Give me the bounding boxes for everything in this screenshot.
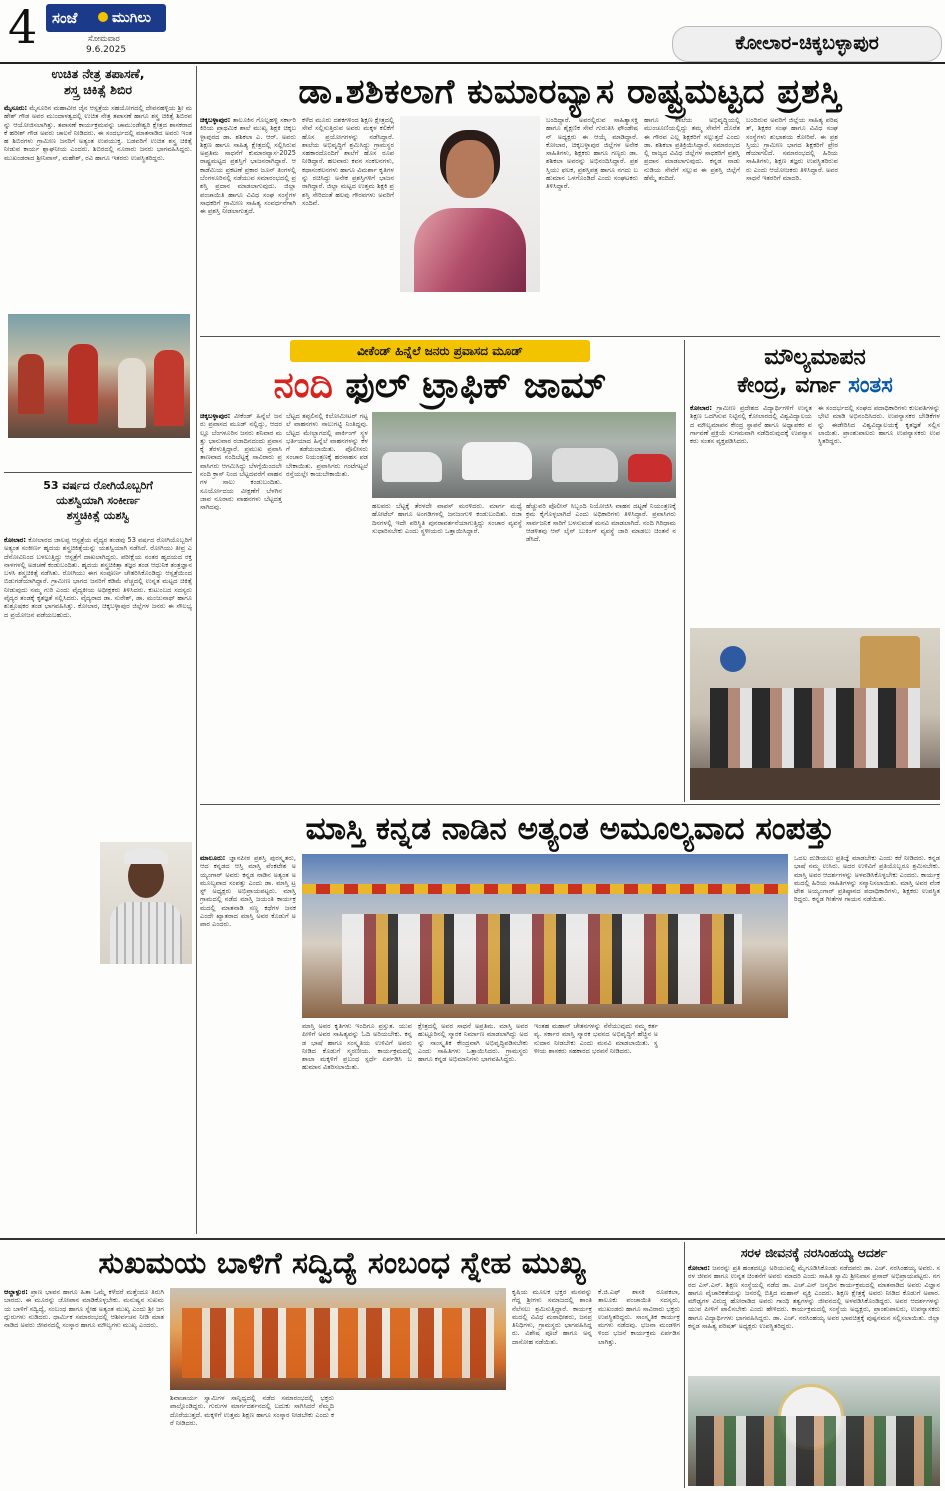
mouly-body: [690, 404, 940, 626]
bottom-col-3: [342, 1394, 506, 1486]
masti-col-1: ಮಾಲೂರು: ಜ್ಞಾನಪೀಠ ಪ್ರಶಸ್ತಿ ಪುರಸ್ಕೃತರು, ಆದ ಕನ್ನಡದ ಆಸ್ತಿ ಮಾಸ್ತಿ ವೆಂಕಟೇಶ ಅಯ್ಯಂಗಾರ್ ಅವರು ಕನ್ನಡ ನಾಡಿನ ಅತ್ಯಂತ ಅಮೂಲ್ಯವಾದ ಸಂಪತ್ತು ಎಂದು ಡಾ. ಮಾಸ್ತಿ ಟ್ರಸ್ಟ್ ಅಧ್ಯಕ್ಷರು ಅಭಿಪ್ರಾಯಪಟ್ಟರು. ಮಾಸ್ತಿ ಗ್ರಾಮದಲ್ಲಿ ನಡೆದ ಮಾಸ್ತಿ ಜಯಂತಿ ಕಾರ್ಯಕ್ರಮದಲ್ಲಿ ಮಾತನಾಡಿ ಸಣ್ಣ ಕಥೆಗಳ ಜನಕ ಎಂದೇ ಖ್ಯಾತರಾದ ಮಾಸ್ತಿ ಅವರ ಕೊಡುಗೆ ಅಪಾರ ಎಂದರು.: [200, 854, 296, 929]
top-story-headline: ಡಾ.ಶಶಿಕಲಾಗೆ ಕುಮಾರವ್ಯಾಸ ರಾಷ್ಟ್ರಮಟ್ಟದ ಪ್ರಶಸ್ತಿ: [298, 72, 842, 112]
mouly-title-line2: ಕೇಂದ್ರ, ವರ್ಗಾ: [737, 373, 841, 398]
masti-col-6: ಒದಲ ದುಡಿಯಲು ಪ್ರತಿಜ್ಞೆ ಮಾಡಬೇಕು ಎಂದು ಕರೆ ನೀಡಿದರು. ಕನ್ನಡ ಭಾಷೆ ನಮ್ಮ ಉಸಿರು. ಅದರ ಉಳಿವಿಗೆ ಪ್ರತಿಯೊಬ್ಬರೂ ಶ್ರಮಿಸಬೇಕು. ಮಾಸ್ತಿ ಅವರ ಆದರ್ಶಗಳನ್ನು ಅಳವಡಿಸಿಕೊಳ್ಳಬೇಕು ಎಂದರು. ಕಾರ್ಯಕ್ರಮದಲ್ಲಿ ಹಿರಿಯ ಸಾಹಿತಿಗಳನ್ನು ಸನ್ಮಾನಿಸಲಾಯಿತು. ಮಾಸ್ತಿ ಅವರ ವೆಂಕಟೇಶ ಅಯ್ಯಂಗಾರ್ ಪ್ರತಿಷ್ಠಾನದ ಪದಾಧಿಕಾರಿಗಳು, ಶಿಕ್ಷಕರು ಉಪಸ್ಥಿತರಿದ್ದರು. ಕನ್ನಡ ಗೀತೆಗಳ ಗಾಯನ ನಡೆಯಿತು.: [794, 854, 940, 904]
story2-title-line3: ಶಸ್ತ್ರಚಿಕಿತ್ಸೆ ಯಶಸ್ವಿ: [66, 509, 130, 522]
bottom-col-2: ಶಿವಾಚಾರ್ಯ ಸ್ವಾಮಿಗಳ ಸಾನ್ನಿಧ್ಯದಲ್ಲಿ ನಡೆದ ಸಮಾರಂಭದಲ್ಲಿ ಭಕ್ತರು ಪಾಲ್ಗೊಂಡಿದ್ದರು. ಗುರುಗಳ ಮಾರ್ಗದರ್ಶನದಲ್ಲಿ ಬದುಕು ಸಾಗಿಸಿದರೆ ನೆಮ್ಮದಿ ದೊರೆಯುತ್ತದೆ. ಮಕ್ಕಳಿಗೆ ಉತ್ತಮ ಶಿಕ್ಷಣ ಹಾಗೂ ಸಂಸ್ಕಾರ ನೀಡಬೇಕು ಎಂದು ಕರೆ ನೀಡಿದರು.: [170, 1394, 334, 1427]
left-divider-1: [4, 472, 192, 473]
masti-dateline: ಮಾಲೂರು:: [200, 854, 226, 862]
top-story-col-1: ಚಿಕ್ಕಬಳ್ಳಾಪುರ: ತಾಲೂಕಿನ ಗೊಲ್ಲಹಳ್ಳಿ ಸರ್ಕಾರಿ ಕಿರಿಯ ಪ್ರಾಥಮಿಕ ಶಾಲೆ ಮುಖ್ಯ ಶಿಕ್ಷಕಿ ಚಿಕ್ಕಬಳ್ಳಾಪುರದ ಡಾ. ಶಶಿಕಲಾ ಎ. ಆರ್. ಅವರು ಶಿಕ್ಷಣ ಹಾಗೂ ಸಾಹಿತ್ಯ ಕ್ಷೇತ್ರದಲ್ಲಿ ಸಲ್ಲಿಸಿರುವ ಅಪ್ರತಿಮ ಸಾಧನೆಗೆ ಕುಮಾರವ್ಯಾಸ-2025 ರಾಷ್ಟ್ರಮಟ್ಟದ ಪ್ರಶಸ್ತಿಗೆ ಭಾಜನರಾಗಿದ್ದಾರೆ. ಆಕಾಡೆಮಿಯ ಪ್ರಕಟಣೆ ಪ್ರಕಾರ ಜೂನ್ ತಿಂಗಳಲ್ಲಿ ಬೆಂಗಳೂರಿನಲ್ಲಿ ನಡೆಯುವ ಸಮಾರಂಭದಲ್ಲಿ ಪ್ರಶಸ್ತಿ ಪ್ರದಾನ ಮಾಡಲಾಗುವುದು. ಜಿಲ್ಲಾ ಪಂಚಾಯಿತಿ ಹಾಗೂ ವಿವಿಧ ಸಂಘ ಸಂಸ್ಥೆಗಳ ಸಾಧಕರಿಗೆ ಗ್ರಾಮೀಣ ಸಾಹಿತ್ಯ ಸಂವರ್ಧನೆಗಾಗಿ ಈ ಪ್ರಶಸ್ತಿ ನೀಡಲಾಗುತ್ತದೆ.: [200, 116, 296, 216]
nandi-headline-black: ಫುಲ್ ಟ್ರಾಫಿಕ್ ಜಾಮ್: [345, 365, 607, 406]
seer-group-photo: [170, 1288, 506, 1390]
nandi-col-2: ಬೆಟ್ಟದ ತಪ್ಪಲಿನಲ್ಲಿ ಕಿಲೋಮೀಟರ್ ಗಟ್ಟಲೆ ವಾಹನಗಳು ಸಾಲುಗಟ್ಟಿ ನಿಂತಿದ್ದವು. ಬೆಟ್ಟದ ಮೇಲ್ಭಾಗದಲ್ಲಿ ಪಾರ್ಕಿಂಗ್ ಸ್ಥಳ ಭರ್ತಿಯಾದ ಹಿನ್ನೆಲೆ ವಾಹನಗಳನ್ನು ಕೆಳಗೆ ತಡೆಯಲಾಯಿತು. ಪೊಲೀಸರು ಸಂಚಾರ ನಿಯಂತ್ರಣಕ್ಕೆ ಹರಸಾಹಸ ಪಡಬೇಕಾಯಿತು. ಪ್ರವಾಸಿಗರು ಗಂಟೆಗಟ್ಟಲೆ ರಸ್ತೆಯಲ್ಲೇ ಕಾಯಬೇಕಾಯಿತು.: [286, 412, 368, 479]
nandi-right-rule: [684, 340, 685, 802]
sarala-group-photo: [688, 1376, 940, 1486]
sarala-title: ಸರಳ ಜೀವನಕ್ಕೆ ನರಸಿಂಹಯ್ಯ ಆದರ್ಶ: [740, 1245, 888, 1260]
masthead-rule: [0, 62, 945, 64]
paper-name-left: ಸಂಜೆ: [52, 9, 78, 27]
nandi-col-3: ಹಲವರು ಬೆಟ್ಟಕ್ಕೆ ತೆರಳದೇ ವಾಪಸ್ ಮರಳಿದರು. ಮಾರ್ಗ ಮಧ್ಯೆ ಹೋಟೆಲ್ ಹಾಗೂ ಅಂಗಡಿಗಳಲ್ಲಿ ಜನಜಂಗುಳಿ ಕಂಡುಬಂದಿತು. ರಜಾ ದಿನಗಳಲ್ಲಿ ಇದೇ ಪರಿಸ್ಥಿತಿ ಪುನರಾವರ್ತನೆಯಾಗುತ್ತಿದ್ದು ಸಂಚಾರ ವ್ಯವಸ್ಥೆ ಸುಧಾರಿಸಬೇಕು ಎಂದು ಸ್ಥಳೀಯರು ಒತ್ತಾಯಿಸಿದ್ದಾರೆ.: [372, 502, 522, 535]
nandi-headline: [200, 364, 680, 408]
story1-dateline: ಮೈಸೂರು:: [4, 104, 28, 112]
masti-body: [200, 854, 940, 1236]
story2-title-line1: 53 ವರ್ಷದ ರೋಗಿಯೊಬ್ಬರಿಗೆ: [43, 479, 153, 492]
paper-logo: [46, 4, 166, 32]
mouly-group-photo: [690, 628, 940, 800]
top-story-col-6: [844, 116, 940, 332]
region-banner: [672, 26, 942, 62]
bottom-col-4: ಕೃಷಿಯ ಮೂಲಕ ಭಕ್ತರ ಮನವನ್ನು ಗೆದ್ದ ಶ್ರೀಗಳು ಸಮಾಜದಲ್ಲಿ ಶಾಂತಿ ನೆಲೆಸಲು ಶ್ರಮಿಸುತ್ತಿದ್ದಾರೆ. ಕಾರ್ಯಕ್ರಮದಲ್ಲಿ ವಿವಿಧ ಮಠಾಧೀಶರು, ಜನಪ್ರತಿನಿಧಿಗಳು, ಗ್ರಾಮಸ್ಥರು ಭಾಗವಹಿಸಿದ್ದರು. ವಿಶೇಷ ಪೂಜೆ ಹಾಗೂ ಅನ್ನದಾಸೋಹ ನಡೆಯಿತು.: [512, 1288, 592, 1346]
paper-name-right: ಮುಗಿಲು: [112, 10, 151, 26]
story2-text: ಕೋಲಾರದ ಜಾಲಪ್ಪ ಆಸ್ಪತ್ರೆಯ ವೈದ್ಯರ ತಂಡವು 53 ವರ್ಷದ ರೋಗಿಯೊಬ್ಬರಿಗೆ ಅತ್ಯಂತ ಸಂಕೀರ್ಣ ಹೃದಯ ಶಸ್ತ್ರಚಿಕಿತ್ಸೆಯನ್ನು ಯಶಸ್ವಿಯಾಗಿ ನಡೆಸಿದೆ. ರೋಗಿಯು ತೀವ್ರ ಎದೆನೋವಿನಿಂದ ಬಳಲುತ್ತಿದ್ದು ಆಸ್ಪತ್ರೆಗೆ ದಾಖಲಾಗಿದ್ದರು. ಪರೀಕ್ಷೆಯ ನಂತರ ಹೃದಯದ ರಕ್ತನಾಳಗಳಲ್ಲಿ ಅಡಚಣೆ ಕಂಡುಬಂದಿತು. ಹೃದಯ ಶಸ್ತ್ರಚಿಕಿತ್ಸಾ ತಜ್ಞರ ತಂಡ ಆಧುನಿಕ ತಂತ್ರಜ್ಞಾನ ಬಳಸಿ ಶಸ್ತ್ರಚಿಕಿತ್ಸೆ ನಡೆಸಿತು. ರೋಗಿಯು ಈಗ ಸಂಪೂರ್ಣ ಚೇತರಿಸಿಕೊಂಡಿದ್ದು ಆಸ್ಪತ್ರೆಯಿಂದ ಬಿಡುಗಡೆಯಾಗಿದ್ದಾರೆ. ಗ್ರಾಮೀಣ ಭಾಗದ ಜನರಿಗೆ ಕಡಿಮೆ ವೆಚ್ಚದಲ್ಲಿ ಉನ್ನತ ಮಟ್ಟದ ಚಿಕಿತ್ಸೆ ನೀಡುವುದು ನಮ್ಮ ಗುರಿ ಎಂದು ವೈದ್ಯಕೀಯ ಅಧೀಕ್ಷಕರು ತಿಳಿಸಿದರು. ಕುಟುಂಬದ ಸದಸ್ಯರು ವೈದ್ಯರ ತಂಡಕ್ಕೆ ಕೃತಜ್ಞತೆ ಸಲ್ಲಿಸಿದರು. ವೈದ್ಯರಾದ ಡಾ. ಸುರೇಶ್, ಡಾ. ಮಂಜುನಾಥ್ ಹಾಗೂ ಶುಶ್ರೂಷಕರ ತಂಡ ಭಾಗವಹಿಸಿತ್ತು. ಕೋಲಾರ, ಚಿಕ್ಕಬಳ್ಳಾಪುರ ಜಿಲ್ಲೆಗಳ ಜನರು ಈ ಸೌಲಭ್ಯದ ಪ್ರಯೋಜನ ಪಡೆಯಬಹುದು.: [4, 536, 192, 619]
mouly-col-2: ಈ ಸಂದರ್ಭದಲ್ಲಿ ಸಂಘದ ಪದಾಧಿಕಾರಿಗಳು ಕುಲಪತಿಗಳನ್ನು ಭೇಟಿ ಮಾಡಿ ಅಭಿನಂದಿಸಿದರು. ಉಪನ್ಯಾಸಕರ ಬೇಡಿಕೆಗಳನ್ನು ಈಡೇರಿಸಿದ ವಿಶ್ವವಿದ್ಯಾಲಯಕ್ಕೆ ಕೃತಜ್ಞತೆ ಸಲ್ಲಿಸಲಾಯಿತು. ಪ್ರಾಂಶುಪಾಲರು ಹಾಗೂ ಉಪನ್ಯಾಸಕರು ಉಪಸ್ಥಿತರಿದ್ದರು.: [818, 404, 940, 446]
top-story-dateline: ಚಿಕ್ಕಬಳ್ಳಾಪುರ:: [200, 116, 231, 124]
mouly-col-1: ಕೋಲಾರ: ಗ್ರಾಮೀಣ ಪ್ರದೇಶದ ವಿದ್ಯಾರ್ಥಿಗಳಿಗೆ ಉನ್ನತ ಶಿಕ್ಷಣ ಒದಗಿಸುವ ನಿಟ್ಟಿನಲ್ಲಿ ಕೋಲಾರದಲ್ಲಿ ವಿಶ್ವವಿದ್ಯಾಲಯದ ಮೌಲ್ಯಮಾಪನ ಕೇಂದ್ರ ಸ್ಥಾಪನೆ ಹಾಗೂ ಅಧ್ಯಾಪಕರ ವರ್ಗಾವಣೆ ಪ್ರಕ್ರಿಯೆ ಸುಗಮವಾಗಿ ನಡೆದಿರುವುದಕ್ಕೆ ಉಪನ್ಯಾಸಕರು ಸಂತಸ ವ್ಯಕ್ತಪಡಿಸಿದರು.: [690, 404, 812, 446]
story2-dateline: ಕೋಲಾರ:: [4, 536, 27, 544]
masti-event-photo: [302, 854, 788, 1018]
story1-title-line2: ಶಸ್ತ್ರ ಚಿಕಿತ್ಸೆ ಶಿಬಿರ: [63, 82, 133, 97]
bottom-col-5: ಕೆ.ಜಿ.ಎಫ್ ಶಾಸಕಿ ರೂಪಕಲಾ, ತಾಲೂಕು ಪಂಚಾಯಿತಿ ಸದಸ್ಯರು, ಮುಖಂಡರು ಹಾಗೂ ಸಾವಿರಾರು ಭಕ್ತರು ಉಪಸ್ಥಿತರಿದ್ದರು. ಸಾಂಸ್ಕೃತಿಕ ಕಾರ್ಯಕ್ರಮಗಳು ನಡೆದವು. ಭಜನಾ ಮಂಡಳಿಗಳಿಂದ ಭಜನೆ ಕಾರ್ಯಕ್ರಮ ಏರ್ಪಡಿಸಲಾಗಿತ್ತು.: [598, 1288, 680, 1346]
top-story-body: [200, 116, 940, 336]
left-column-rule: [196, 66, 197, 1234]
masthead-date: 9.6.2025: [86, 45, 127, 55]
left-column: [4, 66, 192, 1236]
nandi-col-1: ಚಿಕ್ಕಬಳ್ಳಾಪುರ: ವೀಕೆಂಡ್ ಹಿನ್ನೆಲೆ ಜನರು ಪ್ರವಾಸದ ಮೂಡ್ ನಲ್ಲಿದ್ದು, ಆದರಲ್ಲೂ ಬೆಂಗಳೂರಿನ ಜನರು ಶನಿವಾರ ಮತ್ತು ಭಾನುವಾರ ರಜಾದಿನದಂದು ಪ್ರವಾಸಕ್ಕೆ ತೆರಳುತ್ತಿದ್ದಾರೆ. ಪ್ರಮುಖ ಪ್ರವಾಸಿ ತಾಣವಾದ ನಂದಿಬೆಟ್ಟಕ್ಕೆ ಸಾವಿರಾರು ಪ್ರವಾಸಿಗರು ಆಗಮಿಸಿದ್ದು ಬೆಳಗ್ಗೆಯಿಂದಲೇ ನಂದಿ ಕ್ರಾಸ್ ನಿಂದ ಬೆಟ್ಟದವರೆಗೆ ವಾಹನಗಳ ಸಾಲು ಕಂಡುಬಂದಿತು. ಸೂರ್ಯೋದಯ ವೀಕ್ಷಣೆಗೆ ಬೆಳಗಿನ ಜಾವ ನೂರಾರು ವಾಹನಗಳು ಬೆಟ್ಟದತ್ತ ಸಾಗಿದವು.: [200, 412, 282, 512]
mouly-title-line1: ಮೌಲ್ಯಮಾಪನ: [764, 345, 866, 370]
bottom-dateline: ಆಲ್ದಾಳ್ಪುರ:: [4, 1288, 28, 1296]
sarala-dateline: ಕೋಲಾರ:: [688, 1264, 711, 1272]
nandi-headline-red: ನಂದಿ: [273, 365, 333, 406]
masti-col-2: ಮಾಸ್ತಿ ಅವರ ಕೃತಿಗಳು ಇಂದಿಗೂ ಪ್ರಸ್ತುತ. ಯುವ ಪೀಳಿಗೆ ಅವರ ಸಾಹಿತ್ಯವನ್ನು ಓದಿ ಅರಿಯಬೇಕು. ಕನ್ನಡ ಭಾಷೆ ಹಾಗೂ ಸಂಸ್ಕೃತಿಯ ಉಳಿವಿಗೆ ಅವರು ನೀಡಿದ ಕೊಡುಗೆ ಸ್ಮರಣೀಯ. ಕಾರ್ಯಕ್ರಮದಲ್ಲಿ ಶಾಲಾ ಮಕ್ಕಳಿಗೆ ಪ್ರಬಂಧ ಸ್ಪರ್ಧೆ ಏರ್ಪಡಿಸಿ ಬಹುಮಾನ ವಿತರಿಸಲಾಯಿತು.: [302, 1022, 412, 1072]
top-story-col-3: ಬಂದಿದ್ದಾರೆ. ಅವರಲ್ಲಿರುವ ಸಾಹಿತ್ಯಾಸಕ್ತಿ ಹಾಗೂ ಶೈಕ್ಷಣಿಕ ಸೇವೆ ಗುರುತಿಸಿ ಫೌಂಡೇಷನ್ ಅಧ್ಯಕ್ಷರು ಈ ಆಯ್ಕೆ ಮಾಡಿದ್ದಾರೆ. ಕೋಲಾರ, ಚಿಕ್ಕಬಳ್ಳಾಪುರ ಜಿಲ್ಲೆಗಳ ಅನೇಕ ಸಾಹಿತಿಗಳು, ಶಿಕ್ಷಕರು ಹಾಗೂ ಗಣ್ಯರು ಡಾ. ಶಶಿಕಲಾ ಅವರನ್ನು ಅಭಿನಂದಿಸಿದ್ದಾರೆ. ಪ್ರಶಸ್ತಿಯು ಫಲಕ, ಪ್ರಶಸ್ತಿಪತ್ರ ಹಾಗೂ ನಗದು ಬಹುಮಾನ ಒಳಗೊಂಡಿದೆ ಎಂದು ಸಂಘಟಕರು ತಿಳಿಸಿದ್ದಾರೆ.: [546, 116, 638, 191]
story1-body: [4, 104, 192, 310]
top-story-col-4: ಹಾಗೂ ಶಾಲೆಯ ಅಭಿವೃದ್ಧಿಯಲ್ಲಿ ಮುಂಚೂಣಿಯಲ್ಲಿದ್ದು ತಮ್ಮ ಸೇವೆಗೆ ದೊರೆತ ಈ ಗೌರವ ಎಲ್ಲ ಶಿಕ್ಷಕರಿಗೆ ಸಲ್ಲುತ್ತದೆ ಎಂದು ಡಾ. ಶಶಿಕಲಾ ಪ್ರತಿಕ್ರಿಯಿಸಿದ್ದಾರೆ. ಸಮಾರಂಭದಲ್ಲಿ ರಾಜ್ಯದ ವಿವಿಧ ಜಿಲ್ಲೆಗಳ ಸಾಧಕರಿಗೆ ಪ್ರಶಸ್ತಿ ಪ್ರದಾನ ಮಾಡಲಾಗುವುದು. ಕನ್ನಡ ನಾಡು ನುಡಿಯ ಸೇವೆಗೆ ಸಲ್ಲುವ ಈ ಪ್ರಶಸ್ತಿ ಜಿಲ್ಲೆಗೆ ಹೆಮ್ಮೆ ತಂದಿದೆ.: [644, 116, 740, 183]
story2-title-line2: ಯಶಸ್ವಿಯಾಗಿ ಸಂಕೀರ್ಣ: [56, 494, 140, 507]
shashikala-portrait: [400, 116, 540, 292]
masti-col-3: ಕ್ಷೇತ್ರದಲ್ಲಿ ಅವರ ಸಾಧನೆ ಅಪ್ರತಿಮ. ಮಾಸ್ತಿ ಅವರ ಹುಟ್ಟೂರಿನಲ್ಲಿ ಸ್ಮಾರಕ ನಿರ್ಮಾಣ ಮಾಡಲಾಗಿದ್ದು ಅದನ್ನು ಸಾಂಸ್ಕೃತಿಕ ಕೇಂದ್ರವಾಗಿ ಅಭಿವೃದ್ಧಿಪಡಿಸಬೇಕು ಎಂದು ಸಾಹಿತಿಗಳು ಒತ್ತಾಯಿಸಿದರು. ಗ್ರಾಮಸ್ಥರು ಹಾಗೂ ಕನ್ನಡ ಅಭಿಮಾನಿಗಳು ಭಾಗವಹಿಸಿದ್ದರು.: [418, 1022, 528, 1064]
eye-camp-photo: [8, 314, 190, 438]
masti-headline: ಮಾಸ್ತಿ ಕನ್ನಡ ನಾಡಿನ ಅತ್ಯಂತ ಅಮೂಲ್ಯವಾದ ಸಂಪತ್ತು: [305, 811, 835, 847]
bottom-right-rule: [684, 1242, 685, 1488]
nandi-dateline: ಚಿಕ್ಕಬಳ್ಳಾಪುರ:: [200, 412, 231, 420]
top-story-col-5: ಬಂದಿರುವ ಅವರಿಗೆ ಜಿಲ್ಲೆಯ ಸಾಹಿತ್ಯ ಪರಿಷತ್, ಶಿಕ್ಷಕರ ಸಂಘ ಹಾಗೂ ವಿವಿಧ ಸಂಘ ಸಂಸ್ಥೆಗಳು ಶುಭಾಶಯ ಕೋರಿವೆ. ಈ ಪ್ರಶಸ್ತಿಯು ಗ್ರಾಮೀಣ ಭಾಗದ ಶಿಕ್ಷಕರಿಗೆ ಪ್ರೇರಣೆಯಾಗಲಿದೆ. ಸಮಾರಂಭದಲ್ಲಿ ಹಿರಿಯ ಸಾಹಿತಿಗಳು, ಶಿಕ್ಷಣ ತಜ್ಞರು ಉಪಸ್ಥಿತರಿರುವರು ಎಂದು ಆಯೋಜಕರು ತಿಳಿಸಿದ್ದಾರೆ. ಅವರ ಸಾಧನೆ ಇತರರಿಗೆ ಮಾದರಿ.: [746, 116, 838, 183]
masthead-day: ಸೋಮವಾರ: [88, 34, 120, 43]
top-story-caption: [400, 296, 540, 332]
top-story-rule: [200, 336, 940, 337]
nandi-kicker: ವೀಕೆಂಡ್ ಹಿನ್ನೆಲೆ ಜನರು ಪ್ರವಾಸದ ಮೂಡ್: [290, 340, 590, 362]
nandi-col-4: ಹೆಚ್ಚುವರಿ ಪೊಲೀಸ್ ಸಿಬ್ಬಂದಿ ನಿಯೋಜಿಸಿ ವಾಹನ ದಟ್ಟಣೆ ನಿಯಂತ್ರಣಕ್ಕೆ ಕ್ರಮ ಕೈಗೊಳ್ಳಲಾಗಿದೆ ಎಂದು ಅಧಿಕಾರಿಗಳು ತಿಳಿಸಿದ್ದಾರೆ. ಪ್ರವಾಸಿಗರು ಸಾರ್ವಜನಿಕ ಸಾರಿಗೆ ಬಳಸುವಂತೆ ಮನವಿ ಮಾಡಲಾಗಿದೆ. ನಂದಿ ಗಿರಿಧಾಮ ಆಡಳಿತವು ಆನ್ ಲೈನ್ ಬುಕಿಂಗ್ ವ್ಯವಸ್ಥೆ ಜಾರಿ ಮಾಡಲು ಚಿಂತನೆ ನಡೆಸಿದೆ.: [526, 502, 676, 544]
bottom-body: [4, 1288, 680, 1488]
story1-text: ಮೈಸೂರಿನ ಮಹಾವೀರ ಜೈನ ಆಸ್ಪತ್ರೆಯ ಸಹಯೋಗದಲ್ಲಿ ದೇವನಹಳ್ಳಿಯ ಶ್ರೀ ಮಹೇಶ್ ಗೌಡ ಅವರ ಮುಂದಾಳತ್ವದಲ್ಲಿ ಉಚಿತ ನೇತ್ರ ತಪಾಸಣೆ ಹಾಗೂ ಶಸ್ತ್ರ ಚಿಕಿತ್ಸೆ ಶಿಬಿರವನ್ನು ಆಯೋಜಿಸಲಾಗಿತ್ತು. ತಪಾಸಣೆ ಕಾರ್ಯಕ್ರಮವನ್ನು ಚಾಮುಂಡೇಶ್ವರಿ ಕ್ಷೇತ್ರದ ಶಾಸಕರಾದ ಕೆ ಹರೀಶ್ ಗೌಡ ಅವರು ಚಾಲನೆ ನೀಡಿದರು. ಈ ಸಂದರ್ಭದಲ್ಲಿ ಮಾತನಾಡಿದ ಅವರು ಇಂತಹ ಶಿಬಿರಗಳು ಗ್ರಾಮೀಣ ಜನರಿಗೆ ಅತ್ಯಂತ ಉಪಯುಕ್ತ. ಬಡವರಿಗೆ ಉಚಿತ ಶಸ್ತ್ರ ಚಿಕಿತ್ಸೆ ನೀಡುವ ಕಾರ್ಯ ಶ್ಲಾಘನೀಯ ಎಂದರು. ಶಿಬಿರದಲ್ಲಿ ನೂರಾರು ಜನರು ಭಾಗವಹಿಸಿದ್ದರು. ಮುಖಂಡರಾದ ಶ್ರೀನಿವಾಸ್, ಮಹೇಶ್, ರವಿ ಹಾಗೂ ಇತರರು ಉಪಸ್ಥಿತರಿದ್ದರು.: [4, 104, 192, 162]
masthead: [0, 0, 945, 62]
mouly-dateline: ಕೋಲಾರ:: [690, 404, 713, 412]
bottom-section-rule: [0, 1238, 945, 1240]
sun-icon: [98, 12, 108, 22]
mouly-title: [690, 344, 940, 400]
traffic-jam-photo: [372, 412, 676, 498]
story2-body-top: [4, 536, 192, 836]
nandi-body: [200, 412, 680, 802]
region-title: ಕೋಲಾರ-ಚಿಕ್ಕಬಳ್ಳಾಪುರ: [735, 32, 879, 54]
top-story-col-2: ಕಳೆದ ಮೂರು ದಶಕಗಳಿಂದ ಶಿಕ್ಷಣ ಕ್ಷೇತ್ರದಲ್ಲಿ ಸೇವೆ ಸಲ್ಲಿಸುತ್ತಿರುವ ಅವರು ಮಕ್ಕಳ ಕಲಿಕೆಗೆ ಹೊಸ ಪ್ರಯೋಗಗಳನ್ನು ನಡೆಸಿದ್ದಾರೆ. ಶಾಲೆಯ ಅಭಿವೃದ್ಧಿಗೆ ಶ್ರಮಿಸಿದ್ದು ಗ್ರಾಮಸ್ಥರ ಸಹಕಾರದೊಂದಿಗೆ ಶಾಲೆಗೆ ಹೊಸ ರೂಪ ನೀಡಿದ್ದಾರೆ. ಹಲವಾರು ಕವನ ಸಂಕಲನಗಳು, ಕಥಾಸಂಕಲನಗಳು ಹಾಗೂ ವಿಮರ್ಶಾ ಕೃತಿಗಳನ್ನು ರಚಿಸಿದ್ದು ಅನೇಕ ಪ್ರಶಸ್ತಿಗಳಿಗೆ ಭಾಜನರಾಗಿದ್ದಾರೆ. ಜಿಲ್ಲಾ ಮಟ್ಟದ ಉತ್ತಮ ಶಿಕ್ಷಕಿ ಪ್ರಶಸ್ತಿ ಸೇರಿದಂತೆ ಹಲವು ಗೌರವಗಳು ಅವರಿಗೆ ಸಂದಿವೆ.: [302, 116, 394, 207]
story1-title-line1: ಉಚಿತ ನೇತ್ರ ತಪಾಸಣೆ,: [51, 66, 145, 81]
story2-body-bottom: [4, 970, 192, 1234]
masti-col-5: [664, 1022, 788, 1232]
masti-col-4: ಇಂತಹ ಮಹಾನ್ ಚೇತನಗಳನ್ನು ನೆನೆಯುವುದು ನಮ್ಮ ಕರ್ತವ್ಯ. ಸರ್ಕಾರ ಮಾಸ್ತಿ ಸ್ಮಾರಕ ಭವನದ ಅಭಿವೃದ್ಧಿಗೆ ಹೆಚ್ಚಿನ ಅನುದಾನ ನೀಡಬೇಕು ಎಂದು ಮನವಿ ಮಾಡಲಾಯಿತು. ಸ್ಥಳೀಯ ಶಾಸಕರು ಸಹಕಾರದ ಭರವಸೆ ನೀಡಿದರು.: [534, 1022, 658, 1055]
page-number: 4: [8, 0, 38, 54]
sarala-body: ಕೋಲಾರ: ಜನರನ್ನು ಪ್ರತಿ ಹಂತದಲ್ಲೂ ಅರಿಯುವಲ್ಲಿ ಮೈಗೂಡಿಸಿಕೊಂಡು ನಡೆದವರು ಡಾ. ಎಚ್. ನರಸಿಂಹಯ್ಯ ಅವರು. ಸರಳ ಜೀವನ ಹಾಗೂ ಉನ್ನತ ಚಿಂತನೆಗೆ ಅವರು ಮಾದರಿ ಎಂದು ಸಾಹಿತಿ ಸ್ವಾಮಿ ಶ್ರೀನಿವಾಸ ಪ್ರಸಾದ್ ಅಭಿಪ್ರಾಯಪಟ್ಟರು. ನಗರದ ಎಸ್.ಎನ್. ಶಿಕ್ಷಣ ಸಂಸ್ಥೆಯಲ್ಲಿ ನಡೆದ ಡಾ. ಎಚ್.ಎನ್ ಜನ್ಮದಿನ ಕಾರ್ಯಕ್ರಮದಲ್ಲಿ ಮಾತನಾಡಿದ ಅವರು ವಿಜ್ಞಾನ ಹಾಗೂ ವೈಚಾರಿಕತೆಯನ್ನು ಜನರಲ್ಲಿ ಬಿತ್ತಿದ ಮಹಾನ್ ವ್ಯಕ್ತಿ ಎಂದರು. ಶಿಕ್ಷಣ ಕ್ಷೇತ್ರಕ್ಕೆ ಅವರು ನೀಡಿದ ಕೊಡುಗೆ ಅಪಾರ. ಮೌಢ್ಯಗಳ ವಿರುದ್ಧ ಹೋರಾಡಿದ ಅವರು ಗಾಂಧಿ ತತ್ವಗಳನ್ನು ಜೀವನದಲ್ಲಿ ಅಳವಡಿಸಿಕೊಂಡಿದ್ದರು. ಅವರ ಆದರ್ಶಗಳನ್ನು ಯುವ ಪೀಳಿಗೆ ಪಾಲಿಸಬೇಕು ಎಂದು ಹೇಳಿದರು. ಕಾರ್ಯಕ್ರಮದಲ್ಲಿ ಸಂಸ್ಥೆಯ ಅಧ್ಯಕ್ಷರು, ಪ್ರಾಂಶುಪಾಲರು, ಉಪನ್ಯಾಸಕರು ಹಾಗೂ ವಿದ್ಯಾರ್ಥಿಗಳು ಭಾಗವಹಿಸಿದ್ದರು. ಡಾ. ಎಚ್. ನರಸಿಂಹಯ್ಯ ಅವರ ಭಾವಚಿತ್ರಕ್ಕೆ ಪುಷ್ಪನಮನ ಸಲ್ಲಿಸಲಾಯಿತು. ಜಿಲ್ಲಾ ಕನ್ನಡ ಸಾಹಿತ್ಯ ಪರಿಷತ್ ಅಧ್ಯಕ್ಷರು ಉಪಸ್ಥಿತರಿದ್ದರು.: [688, 1264, 940, 1331]
bottom-headline: ಸುಖಮಯ ಬಾಳಿಗೆ ಸದ್ವಿದ್ಯೆ ಸಂಬಂಧ ಸ್ನೇಹ ಮುಖ್ಯ: [98, 1246, 586, 1281]
patient-photo: [100, 842, 192, 964]
mouly-title-highlight: ಸಂತಸ: [848, 373, 893, 398]
mid-rule: [200, 804, 940, 805]
bottom-col-1: ಆಲ್ದಾಳ್ಪುರ: ಪ್ರಾಣ ಭಾವನ ಹಾಗೂ ಹಿತಾ ಒಮ್ಮೆ ಕಳೆದರೆ ಮತ್ತೆಂದೂ ತಿರುಗಿ ಬಾರದು. ಈ ಮೂರನ್ನು ಜೋಪಾನ ಮಾಡಿಕೊಳ್ಳಬೇಕು. ಮನುಷ್ಯನ ಸುಖಮಯ ಬಾಳಿಗೆ ಸದ್ವಿದ್ಯೆ, ಸಂಬಂಧ ಹಾಗೂ ಸ್ನೇಹ ಅತ್ಯಂತ ಮುಖ್ಯ ಎಂದು ಶ್ರೀ ಜಗದ್ಗುರುಗಳು ನುಡಿದರು. ಧಾರ್ಮಿಕ ಸಮಾರಂಭದಲ್ಲಿ ಆಶೀರ್ವಚನ ನೀಡಿ ಮಾತನಾಡಿದ ಅವರು ಜೀವನದಲ್ಲಿ ಸಂಸ್ಕಾರ ಹಾಗೂ ಮೌಲ್ಯಗಳು ಮುಖ್ಯ ಎಂದರು.: [4, 1288, 164, 1330]
